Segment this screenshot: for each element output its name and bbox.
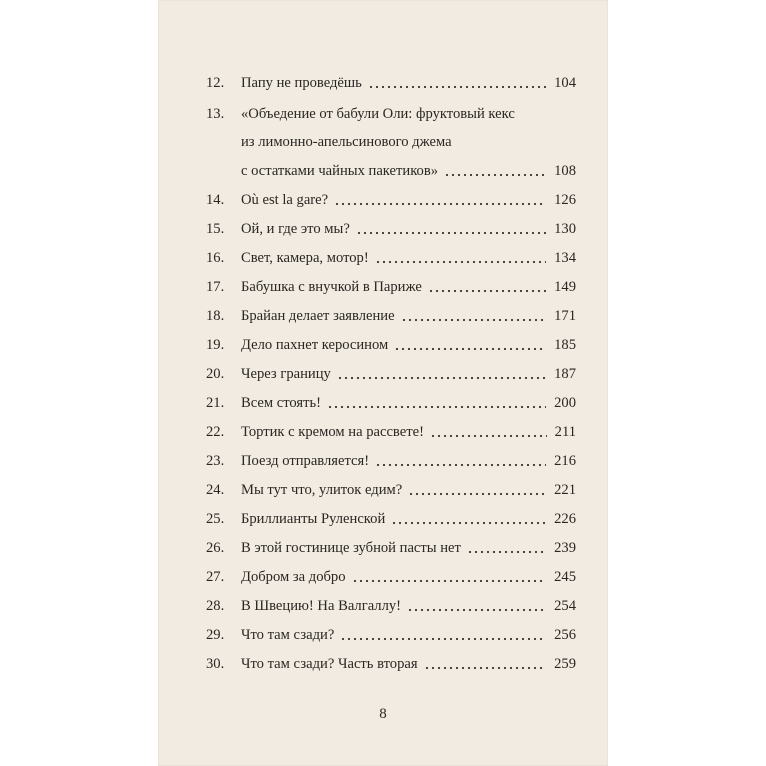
- entry-number: 27.: [206, 569, 225, 585]
- toc-entry-25: [206, 506, 576, 532]
- entry-title: Что там сзади? Часть вторая: [241, 656, 418, 672]
- entry-title: Où est la gare?: [241, 192, 329, 208]
- dot-leader: [340, 637, 546, 641]
- entry-page: 211: [554, 424, 576, 440]
- entry-page: 200: [554, 395, 576, 411]
- toc-entry-17: [206, 274, 576, 300]
- entry-page: 134: [554, 250, 576, 266]
- toc-entry-28: [206, 593, 576, 619]
- dot-leader: [356, 231, 546, 235]
- dot-leader: [428, 289, 546, 293]
- entry-page: 185: [554, 337, 576, 353]
- toc-entry-14: [206, 187, 576, 213]
- entry-number: 20.: [206, 366, 225, 382]
- toc-entry-20: [206, 361, 576, 387]
- toc-entry-12: [206, 70, 576, 96]
- entry-title: Свет, камера, мотор!: [241, 250, 369, 266]
- toc-entry-27: [206, 564, 576, 590]
- entry-page: 216: [554, 453, 576, 469]
- toc-entry-16: [206, 245, 576, 271]
- entry-title: В Швецию! На Валгаллу!: [241, 598, 402, 614]
- entry-number: 30.: [206, 656, 225, 672]
- toc-entry-22: [206, 419, 576, 445]
- entry-title: В этой гостинице зубной пасты нет: [241, 540, 461, 556]
- entry-page: 130: [554, 221, 576, 237]
- toc-entry-30: [206, 651, 576, 677]
- entry-title: Мы тут что, улиток едим?: [241, 482, 403, 498]
- entry-title: Ой, и где это мы?: [241, 221, 350, 237]
- entry-title: Бабушка с внучкой в Париже: [241, 279, 422, 295]
- entry-title: Бриллианты Руленской: [241, 511, 386, 527]
- entry-number: 26.: [206, 540, 225, 556]
- entry-page: 259: [554, 656, 576, 672]
- entry-title: Добром за добро: [241, 569, 346, 585]
- dot-leader: [375, 463, 546, 467]
- toc-entry-15: [206, 216, 576, 242]
- table-of-contents: [158, 0, 608, 766]
- toc-entry-23: [206, 448, 576, 474]
- entry-number: 15.: [206, 221, 225, 237]
- entry-number: 23.: [206, 453, 225, 469]
- dot-leader: [408, 492, 546, 496]
- toc-entry-13: [206, 101, 576, 127]
- entry-number: 24.: [206, 482, 225, 498]
- entry-title: Брайан делает заявление: [241, 308, 395, 324]
- entry-number: 14.: [206, 192, 225, 208]
- entry-number: 18.: [206, 308, 225, 324]
- entry-page: 256: [554, 627, 576, 643]
- dot-leader: [467, 550, 546, 554]
- entry-number: 29.: [206, 627, 225, 643]
- entry-page: 239: [554, 540, 576, 556]
- entry-page: 126: [554, 192, 576, 208]
- entry-number: 13.: [206, 106, 225, 122]
- entry-number: 25.: [206, 511, 225, 527]
- entry-page: 104: [554, 75, 576, 91]
- dot-leader: [352, 579, 547, 583]
- entry-title: Дело пахнет керосином: [241, 337, 389, 353]
- dot-leader: [391, 521, 546, 525]
- dot-leader: [430, 434, 547, 438]
- entry-title: Поезд отправляется!: [241, 453, 370, 469]
- dot-leader: [334, 202, 546, 206]
- dot-leader: [327, 405, 546, 409]
- entry-title-line-2: из лимонно-апельсинового джема: [241, 134, 452, 150]
- dot-leader: [368, 85, 546, 89]
- entry-title: Через границу: [241, 366, 331, 382]
- entry-number: 16.: [206, 250, 225, 266]
- toc-entry-13-last-line: [241, 158, 576, 184]
- entry-title: Папу не проведёшь: [241, 75, 362, 91]
- entry-number: 22.: [206, 424, 225, 440]
- dot-leader: [407, 608, 546, 612]
- entry-page: 221: [554, 482, 576, 498]
- dot-leader: [444, 173, 546, 177]
- entry-number: 21.: [206, 395, 225, 411]
- entry-page: 254: [554, 598, 576, 614]
- entry-page: 245: [554, 569, 576, 585]
- toc-entry-29: [206, 622, 576, 648]
- dot-leader: [424, 666, 547, 670]
- toc-entry-21: [206, 390, 576, 416]
- dot-leader: [375, 260, 546, 264]
- entry-number: 28.: [206, 598, 225, 614]
- entry-title-line-3: с остатками чайных пакетиков»: [241, 163, 439, 179]
- entry-title: Всем стоять!: [241, 395, 322, 411]
- entry-title: Тортик с кремом на рассвете!: [241, 424, 424, 440]
- entry-page: 187: [554, 366, 576, 382]
- entry-number: 19.: [206, 337, 225, 353]
- book-page: [158, 0, 608, 766]
- dot-leader: [337, 376, 546, 380]
- dot-leader: [401, 318, 547, 322]
- entry-title-line-1: «Объедение от бабули Оли: фруктовый кекс: [241, 106, 515, 122]
- entry-title: Что там сзади?: [241, 627, 335, 643]
- entry-number: 12.: [206, 75, 225, 91]
- entry-page: 171: [554, 308, 576, 324]
- entry-number: 17.: [206, 279, 225, 295]
- dot-leader: [394, 347, 546, 351]
- toc-entry-18: [206, 303, 576, 329]
- entry-page: 108: [554, 163, 576, 179]
- toc-entry-19: [206, 332, 576, 358]
- page-number: 8: [379, 706, 387, 722]
- toc-entry-24: [206, 477, 576, 503]
- toc-entry-26: [206, 535, 576, 561]
- entry-page: 149: [554, 279, 576, 295]
- entry-page: 226: [554, 511, 576, 527]
